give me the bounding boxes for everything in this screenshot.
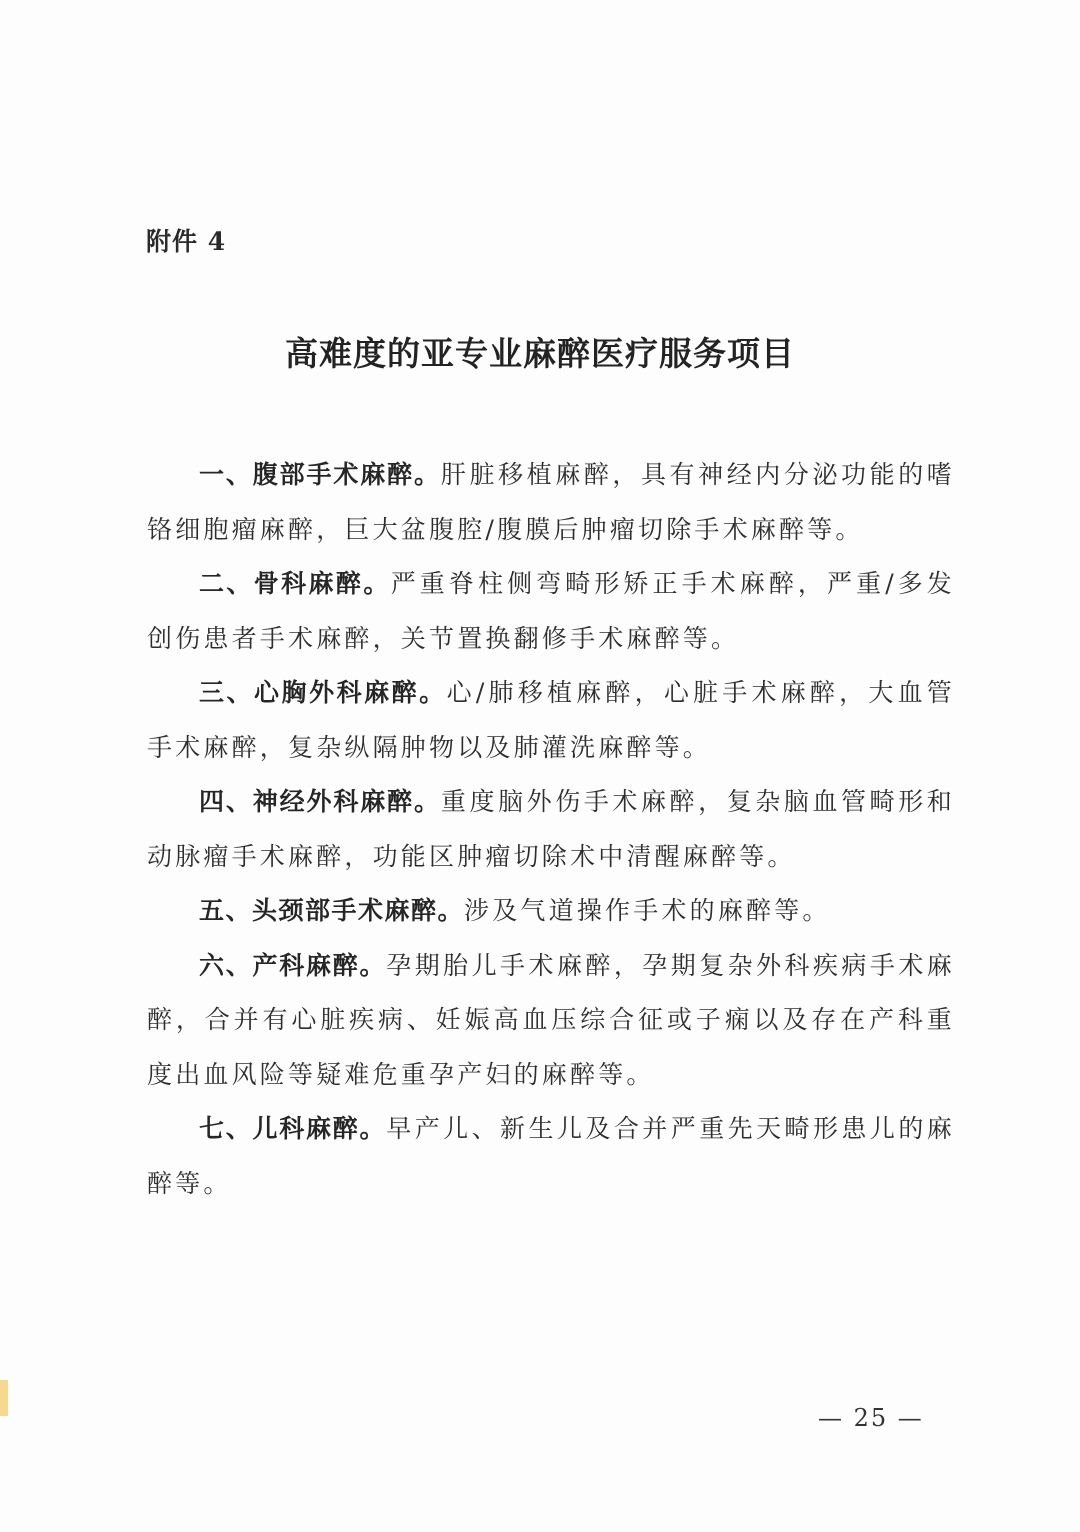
paragraph-obstetric [147, 939, 955, 1103]
paragraph-heading: 三、心胸外科麻醉。 [199, 678, 447, 707]
paragraph-text: 涉及气道操作手术的麻醉等。 [464, 896, 831, 925]
paragraph-head-neck [147, 884, 955, 939]
document-body [147, 448, 955, 1211]
paragraph-text: 早产儿、新生儿及合并严重先天畸形患儿的麻醉等。 [147, 1114, 955, 1198]
paragraph-orthopedic [147, 557, 955, 666]
paragraph-heading: 六、产科麻醉。 [199, 950, 387, 980]
paragraph-abdominal [147, 448, 955, 557]
paragraph-heading: 五、头颈部手术麻醉。 [199, 896, 465, 925]
paragraph-heading: 四、神经外科麻醉。 [199, 787, 441, 816]
paragraph-heading: 七、儿科麻醉。 [199, 1114, 387, 1143]
page-number: — 25 — [818, 1404, 924, 1432]
paragraph-text: 心/肺移植麻醉，心脏手术麻醉，大血管手术麻醉，复杂纵隔肿物以及肺灌洗麻醉等。 [147, 678, 955, 762]
paragraph-heading: 二、骨科麻醉。 [199, 569, 391, 598]
paragraph-heading: 一、腹部手术麻醉。 [199, 460, 441, 489]
document-title: 高难度的亚专业麻醉医疗服务项目 [285, 334, 795, 373]
paragraph-pediatric [147, 1102, 955, 1211]
paragraph-cardiothoracic [147, 666, 955, 775]
scan-edge-mark [0, 1380, 8, 1416]
paragraph-text: 孕期胎儿手术麻醉，孕期复杂外科疾病手术麻醉，合并有心脏疾病、妊娠高血压综合征或子痫以及存在产科重度出血风险等疑难危重孕产妇的麻醉等。 [147, 950, 955, 1089]
paragraph-text: 肝脏移植麻醉，具有神经内分泌功能的嗜铬细胞瘤麻醉，巨大盆腹腔/腹膜后肿瘤切除手术麻醉等。 [147, 460, 955, 544]
paragraph-neurosurgery [147, 775, 955, 884]
attachment-label: 附件 4 [146, 227, 227, 256]
paragraph-text: 重度脑外伤手术麻醉，复杂脑血管畸形和动脉瘤手术麻醉，功能区肿瘤切除术中清醒麻醉等。 [147, 787, 955, 871]
paragraph-text: 严重脊柱侧弯畸形矫正手术麻醉，严重/多发创伤患者手术麻醉，关节置换翻修手术麻醉等。 [147, 569, 955, 653]
